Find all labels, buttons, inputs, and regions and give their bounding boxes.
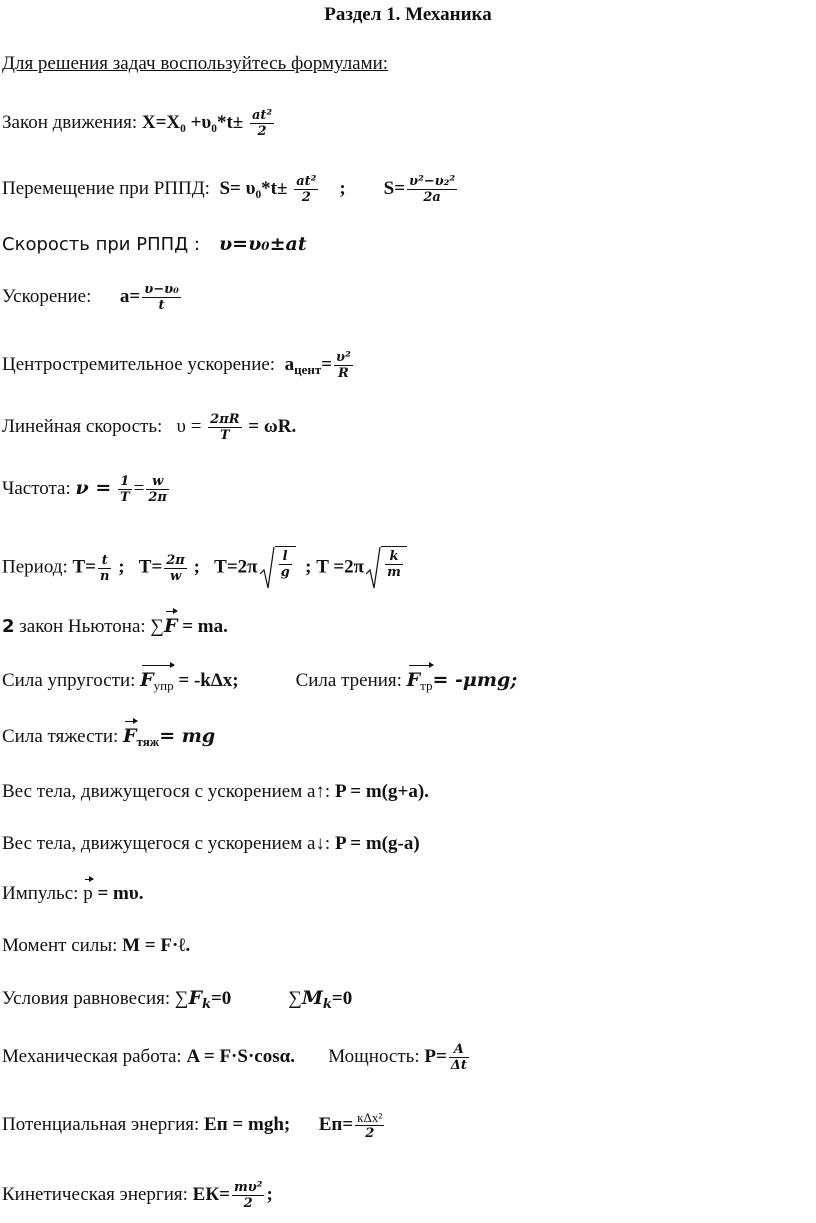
- fraction: $\frac{\text{at²}}{2}$: [296, 174, 317, 205]
- fraction: $\frac{1}{T}$: [119, 474, 130, 505]
- period-line: Период: T= $\frac{t}{n}$ ; T= $\frac{2\pi}{w}$ ; T=2π $\frac{l}{g}$ ; T =2π $\frac{k}{m}$: [2, 546, 407, 590]
- momentum-line: Импульс: p = mυ.: [2, 883, 144, 904]
- fraction: $\frac{A}{\Delta t}$: [450, 1042, 467, 1073]
- torque-line: Момент силы: M = F·ℓ.: [2, 935, 191, 956]
- equilibrium-line: Условия равновесия: $\sum F_k=0$ $\sum M_k=0$: [2, 987, 353, 1012]
- fraction: $\frac{\text{mυ²}}{2}$: [233, 1180, 263, 1211]
- linear-speed-line: Линейная скорость: υ = $\frac{2\pi R}{T}$ = ωR.: [2, 412, 297, 443]
- newton2-line: 2 закон Ньютона: ∑F = ma.: [2, 615, 228, 637]
- fraction: $\frac{k}{m}$: [387, 549, 401, 580]
- section-title: Раздел 1. Механика: [324, 4, 492, 25]
- fraction: $\frac{2\pi R}{T}$: [210, 412, 240, 443]
- elastic-friction-line: Сила упругости: $F_{упр} = -k\Delta x$; Сила трения: $F_{тр}= -\mu mg$;: [2, 668, 517, 698]
- fraction: $\frac{\text{υ−υ₀}}{t}$: [144, 282, 179, 313]
- fraction: $\frac{\text{υ²}}{R}$: [336, 350, 351, 381]
- sqrt-sign: [259, 546, 296, 590]
- weight-up-line: Вес тела, движущегося с ускорением а↑: P = m(g+a).: [2, 781, 429, 802]
- kinetic-line: Кинетическая энергия: EК= $\frac{\text{mυ²}}{2}$ ;: [2, 1180, 273, 1211]
- gravity-line: Сила тяжести: $F_{тяж}=$ mg: [2, 725, 216, 749]
- frequency-line: Частота: ν = $\frac{1}{T}$ = $\frac{w}{2\pi}$: [2, 474, 167, 505]
- displacement-line: Перемещение при РППД: S= υ₀*t± $\frac{\text{at²}}{2}$ ; S= $\frac{\text{υ²−υ₂²}}{2a}$: [2, 174, 456, 205]
- acceleration-line: Ускорение: a= $\frac{\text{υ−υ₀}}{t}$: [2, 282, 179, 313]
- velocity-line: Скорость при РППД : υ=υ₀±at: [2, 233, 307, 255]
- fraction: $\frac{\text{at²}}{2}$: [251, 108, 273, 139]
- motion-law-line: Закон движения: X=X₀ +υ₀*t± $\frac{\text{at²}}{2}$: [2, 108, 273, 139]
- fraction: $\frac{l}{g}$: [280, 549, 290, 580]
- fraction: $\frac{2\pi}{w}$: [166, 552, 185, 584]
- fraction: $\frac{\text{υ²−υ₂²}}{2a}$: [409, 174, 456, 205]
- fraction: $\frac{w}{2\pi}$: [148, 474, 167, 505]
- fraction: $\frac{\text{кΔх²}}{2}$: [357, 1110, 383, 1141]
- weight-down-line: Вес тела, движущегося с ускорением а↓: P = m(g-a): [2, 833, 420, 854]
- potential-line: Потенциальная энергия: Eп = mgh; Eп= $\frac{\text{кΔх²}}{2}$: [2, 1110, 383, 1141]
- fraction: $\frac{t}{n}$: [99, 552, 110, 584]
- centripetal-line: Центростремительное ускорение: $a_{цент}=$ $\frac{\text{υ²}}{R}$: [2, 350, 351, 381]
- work-power-line: Механическая работа: A = F·S·cosα. Мощность: P= $\frac{A}{\Delta t}$: [2, 1042, 467, 1073]
- sqrt-sign: [365, 546, 407, 590]
- intro-line: Для решения задач воспользуйтесь формулами:: [2, 53, 389, 74]
